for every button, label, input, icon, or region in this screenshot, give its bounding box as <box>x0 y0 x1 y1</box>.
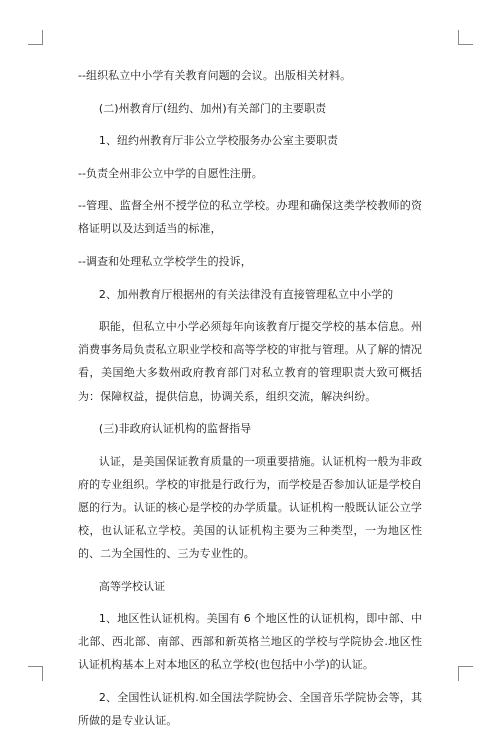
paragraph-1: --组织私立中小学有关教育问题的会议。出版相关材料。 <box>78 69 352 82</box>
heading-california-dept: 2、加州教育厅根据州的有关法律没有直接管理私立中小学的 <box>98 287 394 301</box>
paragraph-supervision: --管理、监督全州不授学位的私立学校。办理和确保这类学校教师的资格证明以及达到适当的标准， <box>78 199 422 236</box>
paragraph-complaints: --调查和处理私立学校学生的投诉， <box>78 255 252 269</box>
heading-higher-education: 高等学校认证 <box>98 579 166 593</box>
heading-accreditation-agencies: (三)非政府认证机构的监督指导 <box>98 422 252 436</box>
paragraph-registration: --负责全州非公立中学的自愿性注册。 <box>78 166 263 180</box>
document-body <box>78 64 422 732</box>
corner-mark-bottom-left <box>28 666 43 681</box>
corner-mark-top-right <box>458 30 473 45</box>
heading-new-york-office: 1、纽约州教育厅非公立学校服务办公室主要职责 <box>98 134 338 148</box>
paragraph-regional-accreditation: 1、地区性认证机构。美国有 6 个地区性的认证机构，即中部、中北部、西北部、南部、西部和新英格兰地区的学校与学院协会.地区性认证机构基本上对本地区的私立学校(也包括中小学)的认证。 <box>78 612 422 672</box>
corner-mark-bottom-right <box>458 666 473 681</box>
heading-state-education-dept: (二)州教育厅(纽约、加州)有关部门的主要职责 <box>98 101 327 115</box>
corner-mark-top-left <box>28 30 43 45</box>
paragraph-california-duties: 职能，但私立中小学必须每年向该教育厅提交学校的基本信息。州消费事务局负责私立职业学校和高等学校的审批与管理。从了解的情况看，美国绝大多数州政府教育部门对私立教育的管理职责大致可概括为：保障权益，提供信息，协调关系，组织交流，解决纠纷。 <box>78 320 422 403</box>
paragraph-national-accreditation: 2、全国性认证机构.如全国法学院协会、全国音乐学院协会等，其所做的是专业认证。 <box>78 691 422 728</box>
paragraph-accreditation: 认证，是美国保证教育质量的一项重要措施。认证机构一般为非政府的专业组织。学校的审批是行政行为，而学校是否参加认证是学校自愿的行为。认证的核心是学校的办学质量。认证机构一般既认证公立学校，也认证私立学校。美国的认证机构主要为三种类型，一为地区性的、二为全国性的、三为专业性的。 <box>78 454 422 561</box>
